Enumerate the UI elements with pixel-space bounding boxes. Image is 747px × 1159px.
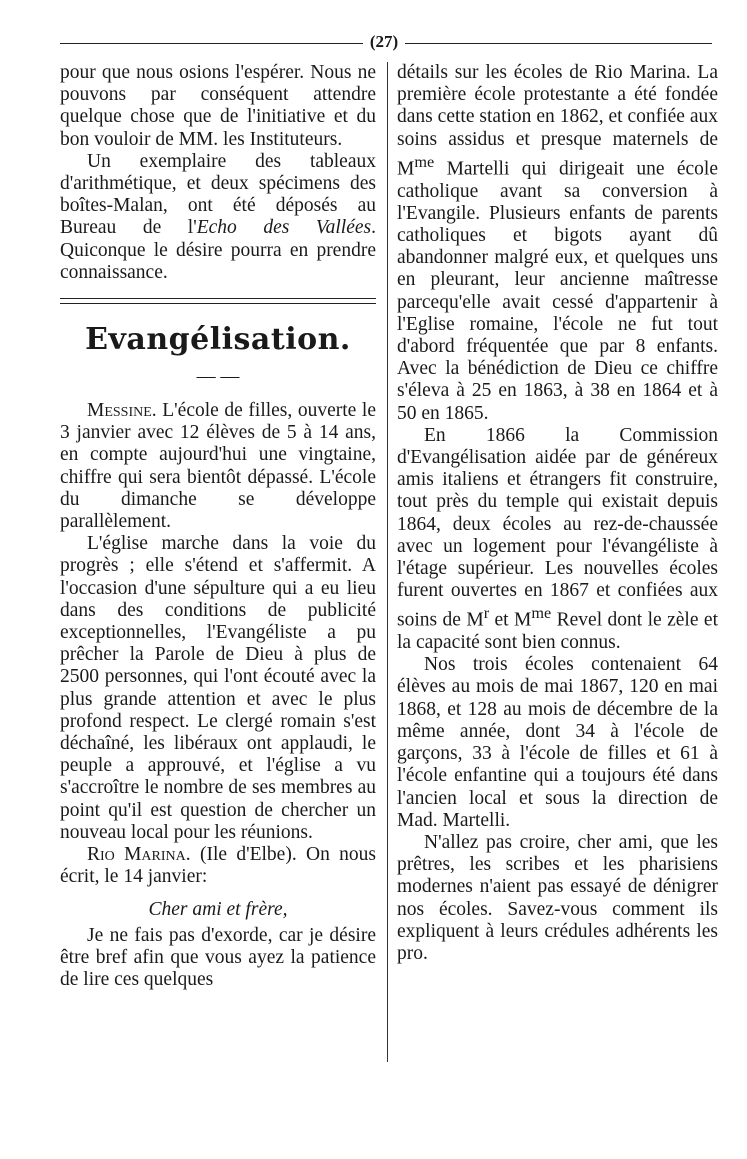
superscript: r <box>483 604 490 623</box>
text: . (Ile d'Elbe). On nous écrit, le 14 janvier: <box>60 844 376 888</box>
superscript: me <box>531 604 552 623</box>
text: En 1866 la Commission d'Evangélisation aidée par de généreux amis italiens et étrangers fit construire, tout près du temple qui existait depuis 1864, deux écoles au rez-de-chaussée avec un logement pour l'évangéliste à l'étage supérieur. Les nouvelles écoles furent ouvertes en 1867 et confiées aux soins de M <box>397 424 718 631</box>
right-column <box>397 62 718 965</box>
paragraph: pour que nous osions l'espérer. Nous ne pouvons par conséquent attendre quelque chose que de l'initiative et du bon vouloir de MM. les Instituteurs. <box>60 62 376 150</box>
paragraph: L'église marche dans la voie du progrès ; elle s'étend et s'affermit. A l'occasion d'une sépulture qui a eu lieu dans des conditions de publicité exceptionnelles, l'Evangéliste a pu prêcher la Parole de Dieu à plus de 2500 personnes, qui l'ont écouté avec la plus grande attention et avec le plus profond respect. Le clergé romain s'est déchaîné, les libéraux ont applaudi, le peuple a approuvé, et l'église a vu s'accroître le nombre de ses membres au point qu'il est question de chercher un nouveau local pour les réunions. <box>60 533 376 843</box>
text: . L'école de filles, ouverte le 3 janvier avec 12 élèves de 5 à 14 ans, en compte aujourd'hui une vingtaine, chiffre qui sera bientôt dépassé. L'école du dimanche se développe parallèlement. <box>60 400 376 533</box>
text: Martelli qui dirigeait une école catholique avant sa conversion à l'Evangile. Plusieurs enfants de parents catholiques et bigots ayant dû abandonner malgré eux, et quelques uns en pleurant, leur ancienne maîtresse parcequ'elle avait cessé d'appartenir à l'Eglise romaine, l'école ne fut tout d'abord fréquentée que par 8 enfants. Avec la bénédiction de Dieu ce chiffre s'éleva à 25 en 1863, à 38 en 1864 et à 50 en 1865. <box>397 158 718 424</box>
paragraph <box>397 62 718 425</box>
text: Revel dont le zèle et la capacité sont bien connus. <box>397 609 718 654</box>
place-name: Rio Marina <box>87 844 186 866</box>
text: . Quiconque le désire pourra en prendre connaissance. <box>60 217 376 283</box>
publication-title: Echo des Vallées <box>196 217 372 239</box>
column-divider <box>387 62 388 1062</box>
section-rule <box>60 298 376 304</box>
text: détails sur les écoles de Rio Marina. La première école protestante a été fondée dans cette station en 1862, et confiée aux soins assidus et presque maternels de M <box>397 62 718 180</box>
paragraph <box>397 425 718 655</box>
header-rule-left <box>60 43 363 44</box>
superscript: me <box>414 152 435 171</box>
paragraph <box>60 400 376 533</box>
header-rule-right <box>405 43 712 44</box>
paragraph: N'allez pas croire, cher ami, que les prêtres, les scribes et les pharisiens modernes n'aient pas essayé de dénigrer nos écoles. Savez-vous comment ils expliquent à leurs crédules adhérents les pro. <box>397 831 718 964</box>
paragraph <box>60 844 376 888</box>
left-column <box>60 62 376 991</box>
paragraph: Je ne fais pas d'exorde, car je désire être bref afin que vous ayez la patience de lire ces quelques <box>60 924 376 991</box>
place-name: Messine <box>87 400 152 422</box>
section-heading: Evangélisation. <box>85 322 351 358</box>
paragraph <box>60 151 376 284</box>
text: et M <box>489 609 532 631</box>
page-header <box>60 32 712 52</box>
text: Un exemplaire des tableaux d'arithmétique, et deux spécimens des boîtes-Malan, ont été déposés au Bureau de l' <box>60 150 376 239</box>
letter-salutation: Cher ami et frère, <box>148 898 288 920</box>
page-number: (27) <box>369 32 399 51</box>
heading-dash: — — <box>196 366 240 388</box>
paragraph: Nos trois écoles contenaient 64 élèves au mois de mai 1867, 120 en mai 1868, et 128 au mois de décembre de la même année, dont 34 à l'école de garçons, 33 à l'école de filles et 61 à l'école enfantine qui a toujours été dans l'ancien local et sous la direction de Mad. Martelli. <box>397 654 718 831</box>
